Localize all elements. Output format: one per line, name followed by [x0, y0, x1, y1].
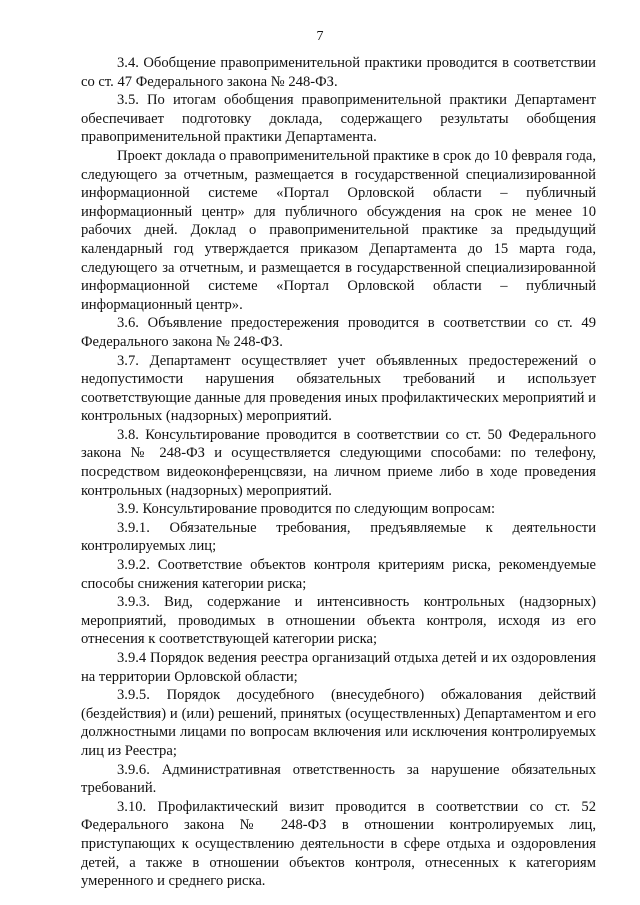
paragraph-3-9-5: 3.9.5. Порядок досудебного (внесудебного) обжалования действий (бездействия) и (или) решений, принятых (осуществленных) Департаментом и его должностными лицами по вопросам включения или исключения контролируемых лиц из Реестра;: [81, 687, 596, 759]
page-number: 7: [316, 29, 324, 44]
paragraph-3-5: 3.5. По итогам обобщения правоприменительной практики Департамент обеспечивает подготовку доклада, содержащего результаты обобщения правоприменительной практики Департамента.: [81, 92, 596, 146]
paragraph-report-draft: Проект доклада о правоприменительной практике в срок до 10 февраля года, следующего за отчетным, размещается в государственной специализированной информационной системе «Портал Орловской области – публичный информационный центр» для публичного обсуждения на срок не менее 10 рабочих дней. Доклад о правоприменительной практике за предыдущий календарный год утверждается приказом Департамента до 15 марта года, следующего за отчетным, и размещается в государственной специализированной информационной системе «Портал Орловской области – публичный информационный центр».: [81, 147, 596, 313]
paragraph-3-9-6: 3.9.6. Административная ответственность за нарушение обязательных требований.: [81, 761, 596, 797]
paragraph-3-9: 3.9. Консультирование проводится по следующим вопросам:: [117, 501, 496, 518]
paragraph-3-9-3: 3.9.3. Вид, содержание и интенсивность контрольных (надзорных) мероприятий, проводимых в отношении объекта контроля, исходя из его отнесения к соответствующей категории риска;: [81, 594, 596, 648]
paragraph-3-9-2: 3.9.2. Соответствие объектов контроля критериям риска, рекомендуемые способы снижения категории риска;: [81, 557, 596, 592]
paragraph-3-6: 3.6. Объявление предостережения проводится в соответствии со ст. 49 Федерального закона № 248-ФЗ.: [81, 315, 596, 350]
paragraph-3-9-4: 3.9.4 Порядок ведения реестра организаций отдыха детей и их оздоровления на территории Орловской области;: [81, 650, 596, 685]
paragraph-3-4: 3.4. Обобщение правоприменительной практики проводится в соответствии со ст. 47 Федерального закона № 248-ФЗ.: [81, 55, 596, 90]
paragraph-3-10: 3.10. Профилактический визит проводится в соответствии со ст. 52 Федерального закона № 248-ФЗ в отношении контролируемых лиц, приступающих к осуществлению деятельности в сфере отдыха и оздоровления детей, а также в отношении объектов контроля, отнесенных к категориям умеренного и среднего риска.: [81, 798, 596, 890]
paragraph-3-8: 3.8. Консультирование проводится в соответствии со ст. 50 Федерального закона № 248-ФЗ и осуществляется следующими способами: по телефону, посредством видеоконференцсвязи, на личном приеме либо в ходе проведения контрольных (надзорных) мероприятий.: [81, 426, 596, 499]
document-body: [81, 54, 596, 891]
paragraph-3-7: 3.7. Департамент осуществляет учет объявленных предостережений о недопустимости нарушения обязательных требований и использует соответствующие данные для проведения иных профилактических мероприятий и контрольных (надзорных) мероприятий.: [81, 352, 596, 425]
paragraph-3-9-1: 3.9.1. Обязательные требования, предъявляемые к деятельности контролируемых лиц;: [81, 519, 596, 555]
